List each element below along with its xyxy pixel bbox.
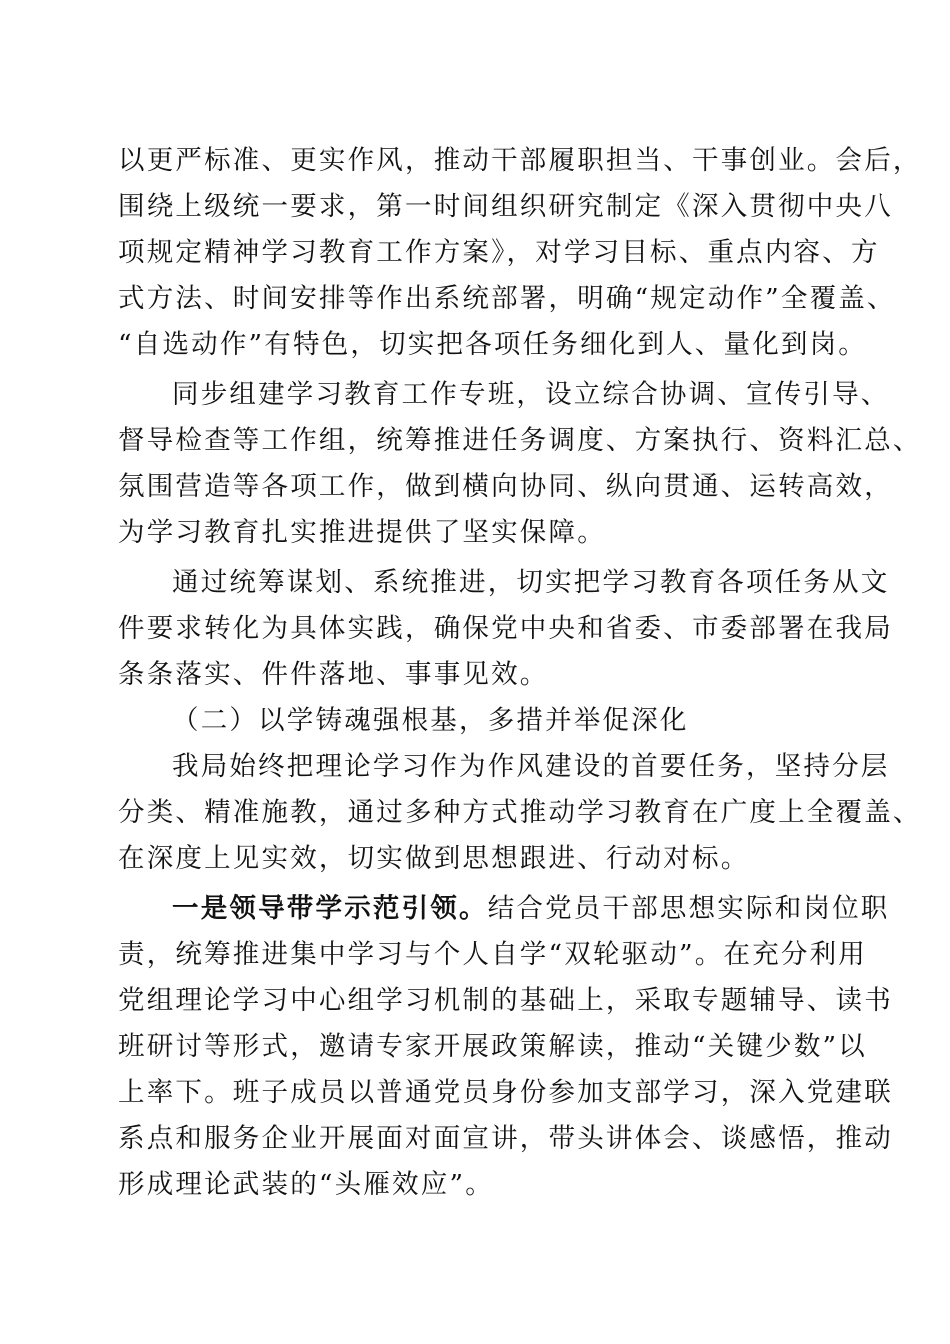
text-line: 式方法、时间安排等作出系统部署，明确“规定动作”全覆盖、 — [118, 283, 896, 314]
text-line: 我局始终把理论学习作为作风建设的首要任务，坚持分层 — [172, 751, 890, 782]
paragraph-2 — [118, 372, 922, 556]
paragraph-4 — [118, 744, 922, 882]
text-line: 督导检查等工作组，统筹推进任务调度、方案执行、资料汇总、 — [118, 425, 922, 456]
text-line — [118, 886, 890, 932]
section-heading: （二）以学铸魂强根基，多措并举促深化 — [172, 705, 689, 736]
text-line: 班研讨等形式，邀请专家开展政策解读，推动“关键少数”以 — [118, 1031, 867, 1062]
document-page — [118, 138, 922, 1208]
bold-lead-text: 一是领导带学示范引领。 — [172, 893, 488, 924]
text-line: 氛围营造等各项工作，做到横向协同、纵向贯通、运转高效， — [118, 471, 893, 502]
paragraph-5 — [118, 886, 893, 1208]
text-line: 同步组建学习教育工作专班，设立综合协调、宣传引导、 — [172, 379, 890, 410]
text-line: 系点和服务企业开展面对面宣讲，带头讲体会、谈感悟，推动 — [118, 1123, 893, 1154]
lead-rest-text: 结合党员干部思想实际和岗位职 — [487, 893, 890, 924]
text-line: 通过统筹谋划、系统推进，切实把学习教育各项任务从文 — [172, 567, 890, 598]
text-line: “自选动作”有特色，切实把各项任务细化到人、量化到岗。 — [118, 329, 867, 360]
text-line: 在深度上见实效，切实做到思想跟进、行动对标。 — [118, 843, 750, 874]
text-line: 围绕上级统一要求，第一时间组织研究制定《深入贯彻中央八 — [118, 191, 893, 222]
text-line: 以更严标准、更实作风，推动干部履职担当、干事创业。会后， — [118, 145, 922, 176]
text-line: 件要求转化为具体实践，确保党中央和省委、市委部署在我局 — [118, 613, 893, 644]
text-line: 条条落实、件件落地、事事见效。 — [118, 659, 549, 690]
paragraph-1 — [118, 138, 922, 368]
text-line: 项规定精神学习教育工作方案》，对学习目标、重点内容、方 — [118, 237, 880, 268]
text-line: 责，统筹推进集中学习与个人自学“双轮驱动”。在充分利用 — [118, 939, 867, 970]
text-line: 形成理论武装的“头雁效应”。 — [118, 1169, 494, 1200]
text-line: 上率下。班子成员以普通党员身份参加支部学习，深入党建联 — [118, 1077, 893, 1108]
text-line: 为学习教育扎实推进提供了坚实保障。 — [118, 517, 606, 548]
text-line: 党组理论学习中心组学习机制的基础上，采取专题辅导、读书 — [118, 985, 893, 1016]
text-line: 分类、精准施教，通过多种方式推动学习教育在广度上全覆盖、 — [118, 797, 922, 828]
paragraph-3 — [118, 560, 893, 698]
